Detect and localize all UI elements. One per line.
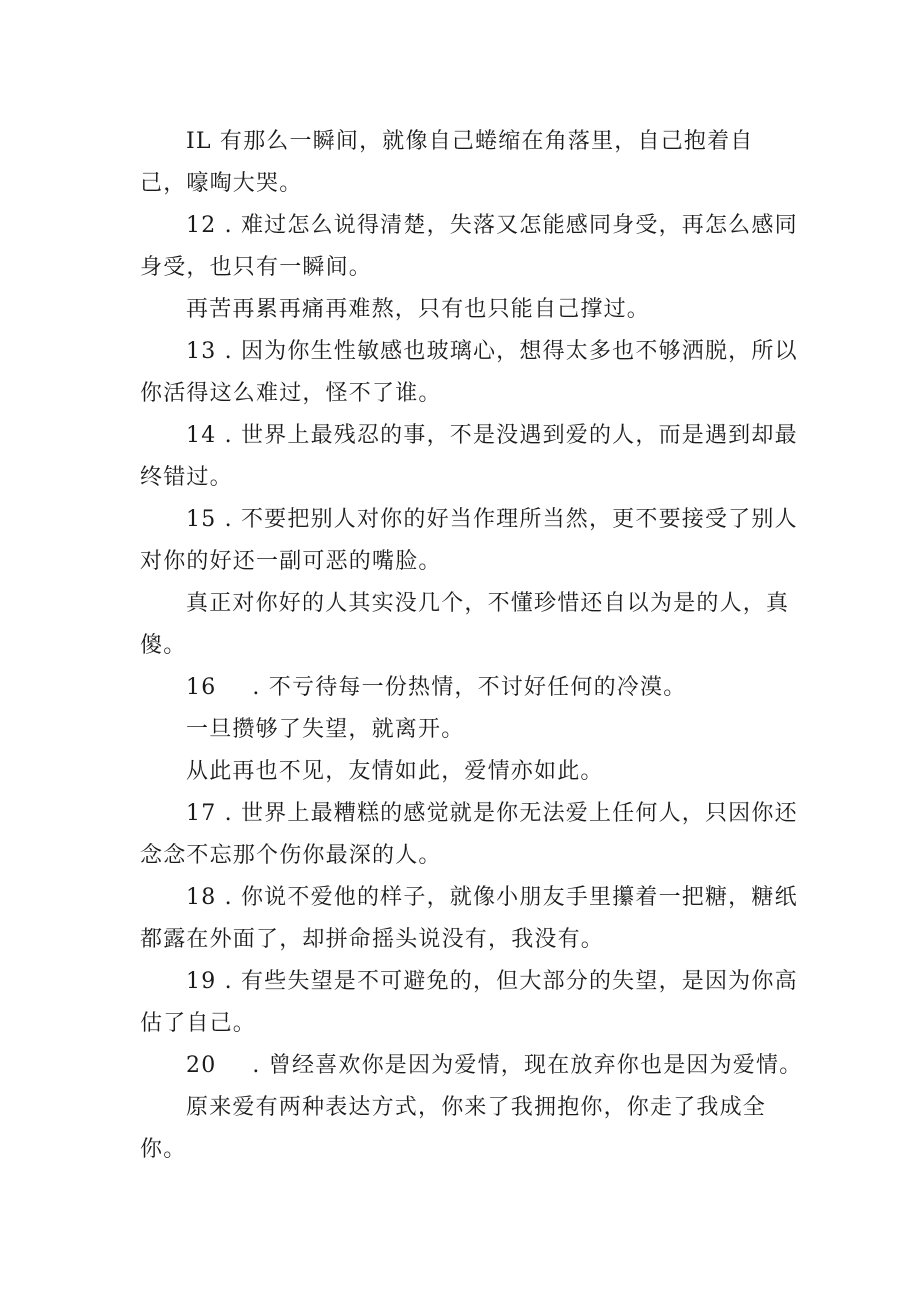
text-line: 身受，也只有一瞬间。 [140,255,373,280]
text-line: 你。 [140,1137,187,1162]
text-line: 你活得这么难过，怪不了谁。 [140,381,442,406]
text-line: 再苦再累再痛再难熬，只有也只能自己撑过。 [186,297,651,322]
text-line: 13 . 因为你生性敏感也玻璃心，想得太多也不够洒脱，所以 [186,339,798,364]
text-line: 14 . 世界上最残忍的事，不是没遇到爱的人，而是遇到却最 [186,423,798,448]
item-text: . 不亏待每一份热情，不讨好任何的冷漠。 [252,675,687,700]
text-line: 原来爱有两种表达方式，你来了我拥抱你，你走了我成全 [186,1095,767,1120]
text-line: IL 有那么一瞬间，就像自己蜷缩在角落里，自己抱着自 [186,129,754,154]
item-text: . 曾经喜欢你是因为爱情，现在放弃你也是因为爱情。 [252,1053,803,1078]
text-line: 12 . 难过怎么说得清楚，失落又怎能感同身受，再怎么感同 [186,213,798,238]
text-line: 15 . 不要把别人对你的好当作理所当然，更不要接受了别人 [186,507,798,532]
item-number: 16 [186,675,217,700]
text-line: 19 . 有些失望是不可避免的，但大部分的失望，是因为你高 [186,969,798,994]
text-line: 真正对你好的人其实没几个，不懂珍惜还自以为是的人，真 [186,591,790,616]
text-line: 念念不忘那个伤你最深的人。 [140,843,442,868]
text-line: 都露在外面了，却拼命摇头说没有，我没有。 [140,927,605,952]
text-line: 17 . 世界上最糟糕的感觉就是你无法爱上任何人，只因你还 [186,801,798,826]
text-line [186,674,886,702]
text-line: 对你的好还一副可恶的嘴脸。 [140,549,442,574]
item-number: 20 [186,1053,217,1078]
text-line: 终错过。 [140,465,233,490]
text-line: 一旦攒够了失望，就离开。 [186,717,465,742]
text-line: 己，嚎啕大哭。 [140,171,303,196]
text-line: 18 . 你说不爱他的样子，就像小朋友手里攥着一把糖，糖纸 [186,885,798,910]
text-line: 从此再也不见，友情如此，爱情亦如此。 [186,759,604,784]
text-line: 傻。 [140,633,187,658]
text-line: 估了自己。 [140,1011,257,1036]
text-line [186,1052,886,1080]
